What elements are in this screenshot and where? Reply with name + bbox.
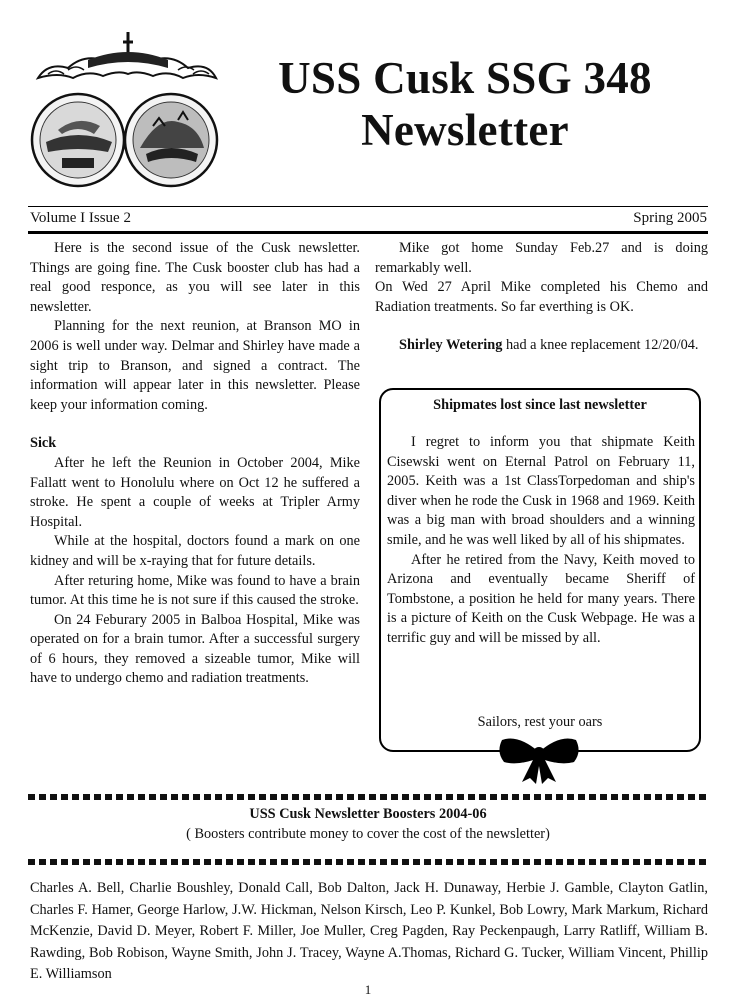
boosters-subtitle: ( Boosters contribute money to cover the cost of the newsletter)	[186, 826, 550, 842]
intro-paragraph-1: Here is the second issue of the Cusk newsletter. Things are going fine. The Cusk booster club has had a real good responce, as you will see later in this newsletter.	[30, 240, 360, 315]
black-ribbon-bow-icon	[496, 734, 582, 784]
right-column	[375, 239, 708, 356]
right-paragraph-1: Mike got home Sunday Feb.27 and is doing remarkably well.	[375, 240, 708, 276]
memorial-paragraph-2: After he retired from the Navy, Keith moved to Arizona and eventually became Sheriff of Tombstone, a position he held for many years. There is a picture of Keith on the Cusk Webpage. He was a terrific guy and will be missed by all.	[387, 551, 695, 646]
shirley-name: Shirley Wetering	[399, 337, 503, 354]
memorial-box-body	[387, 433, 695, 649]
memorial-signoff: Sailors, rest your oars	[477, 714, 603, 730]
sick-paragraph-3: After returing home, Mike was found to have a brain tumor. At this time he is not sure if this caused the stroke.	[30, 572, 360, 609]
dashed-divider-bottom	[28, 859, 708, 865]
volume-issue: Volume I Issue 2	[30, 210, 131, 226]
intro-paragraph-2: Planning for the next reunion, at Branson MO in 2006 is well under way. Delmar and Shirley have made a sight trip to Branson, and signed a contract. The information will appear later in this newsletter. Please keep your information coming.	[30, 318, 360, 413]
sick-heading: Sick	[30, 435, 57, 452]
sick-paragraph-4: On 24 Feburary 2005 in Balboa Hospital, Mike was operated on for a brain tumor. After a successful surgery of 6 hours, they removed a sizeable tumor, Mike will have to undergo chemo and radiation treatments.	[30, 611, 360, 687]
memorial-box-title: Shipmates lost since last newsletter	[433, 397, 647, 413]
newsletter-title	[230, 52, 700, 156]
memorial-paragraph-1: I regret to inform you that shipmate Keith Cisewski went on Eternal Patrol on February 11, 2005. Keith was a 1st ClassTorpedoman and ship's diver when he rode the Cusk in 1968 and 1969. Keith was a big man with broad shoulders and a winning smile, and he was well liked by all of his shipmates.	[387, 434, 695, 548]
right-paragraph-3	[375, 336, 708, 356]
title-line-1: USS Cusk SSG 348	[278, 53, 652, 103]
boosters-list: Charles A. Bell, Charlie Boushley, Donald Call, Bob Dalton, Jack H. Dunaway, Herbie J. Gamble, Clayton Gatlin, Charles F. Hamer, George Harlow, J.W. Hickman, Nelson Kirsch, Leo P. Kunkel, Bob Lowry, Mark Markum, Richard McKenzie, David D. Meyer, Robert F. Miller, Joe Muller, Creg Pagden, Ray Peckenpaugh, Larry Ratliff, William B. Rawding, Bob Robison, Wayne Smith, John J. Tracey, Wayne A.Thomas, Richard G. Tucker, William Vincent, Phillip E. Williamson	[30, 880, 708, 982]
page-number: 1	[364, 982, 372, 997]
title-line-2: Newsletter	[361, 105, 569, 155]
header-rule	[28, 206, 708, 207]
dashed-divider-top	[28, 794, 708, 800]
boosters-title: USS Cusk Newsletter Boosters 2004-06	[249, 806, 487, 822]
sick-paragraph-1: After he left the Reunion in October 2004, Mike Fallatt went to Honolulu where on Oct 12 he suffered a stroke. He spent a couple of weeks at Tripler Army Hospital.	[30, 454, 360, 530]
shirley-text: had a knee replacement 12/20/04.	[502, 337, 699, 354]
right-paragraph-2: On Wed 27 April Mike completed his Chemo and Radiation treatments. So far everthing is OK.	[375, 279, 708, 315]
left-column	[30, 239, 360, 689]
header-thick-rule	[28, 231, 708, 234]
sick-paragraph-2: While at the hospital, doctors found a mark on one kidney and will be x-raying that for future details.	[30, 533, 360, 569]
issue-season: Spring 2005	[633, 210, 707, 226]
submarine-seal-logo-icon	[28, 30, 223, 200]
